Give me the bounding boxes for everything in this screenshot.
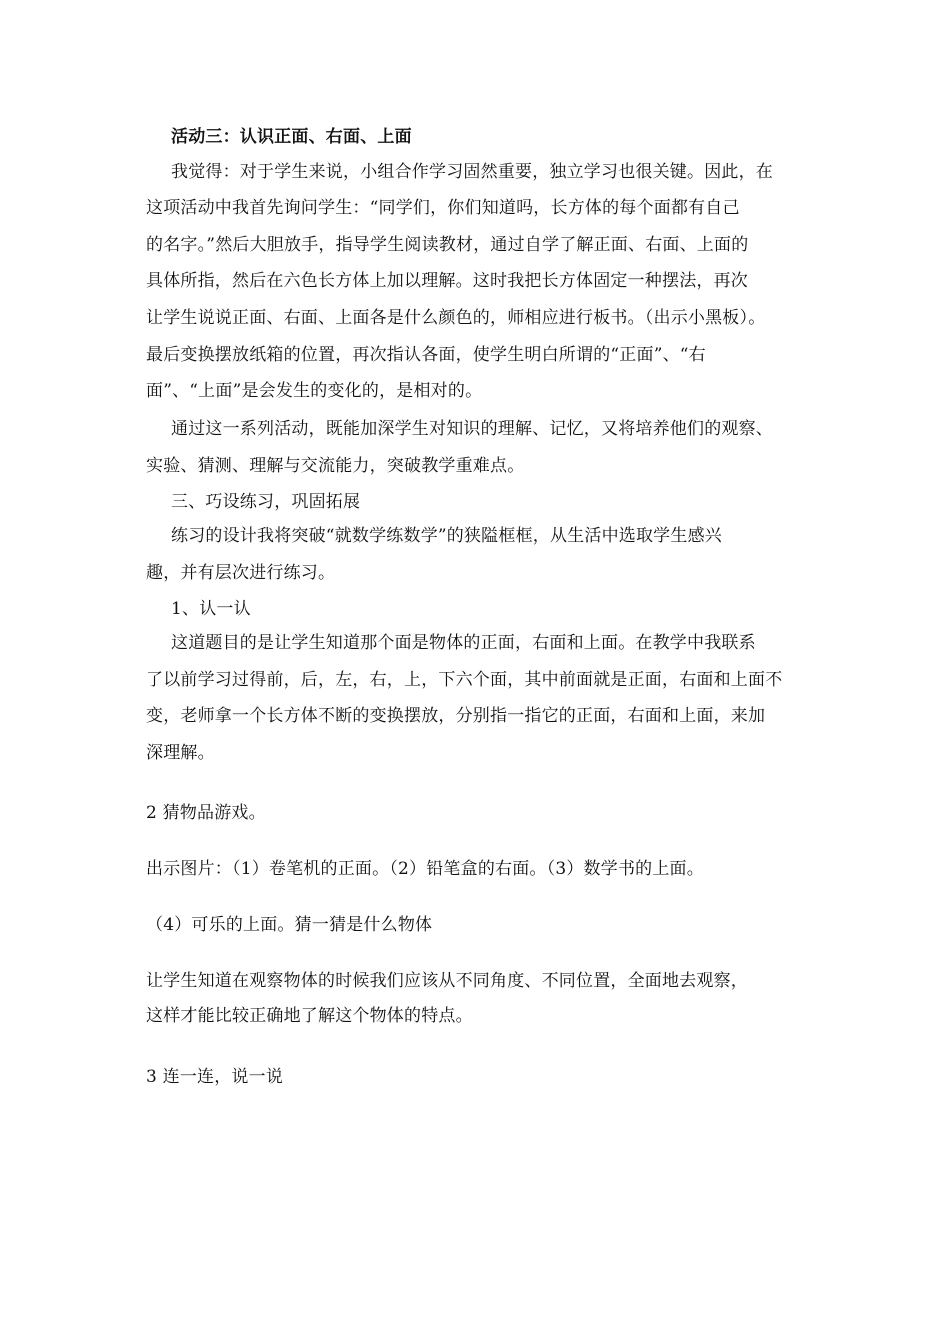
paragraph-line: 实验、猜测、理解与交流能力，突破教学重难点。 bbox=[146, 456, 525, 476]
paragraph-line: 我觉得：对于学生来说，小组合作学习固然重要，独立学习也很关键。因此，在 bbox=[171, 162, 773, 182]
paragraph-line: 深理解。 bbox=[146, 743, 215, 763]
item-title: 2 猜物品游戏。 bbox=[146, 803, 266, 823]
paragraph-line: 练习的设计我将突破“就数学练数学”的狭隘框框，从生活中选取学生感兴 bbox=[171, 526, 722, 546]
paragraph-line: 变，老师拿一个长方体不断的变换摆放，分别指一指它的正面，右面和上面，来加 bbox=[146, 706, 766, 726]
paragraph-line: 面”、“上面”是会发生的变化的，是相对的。 bbox=[146, 381, 483, 401]
paragraph-line: 这项活动中我首先询问学生：“同学们，你们知道吗，长方体的每个面都有自己 bbox=[146, 198, 740, 218]
paragraph-line: 让学生知道在观察物体的时候我们应该从不同角度、不同位置，全面地去观察， bbox=[146, 971, 748, 991]
paragraph-line: 具体所指，然后在六色长方体上加以理解。这时我把长方体固定一种摆法，再次 bbox=[146, 271, 748, 291]
item-title: 1、认一认 bbox=[171, 599, 251, 619]
paragraph-line: 这样才能比较正确地了解这个物体的特点。 bbox=[146, 1006, 473, 1026]
paragraph-line: 了以前学习过得前，后，左，右，上，下六个面，其中前面就是正面，右面和上面不 bbox=[146, 670, 783, 690]
activity-heading: 活动三：认识正面、右面、上面 bbox=[171, 127, 412, 147]
item-title: 3 连一连，说一说 bbox=[146, 1067, 284, 1087]
paragraph-line: 出示图片：（1）卷笔机的正面。（2）铅笔盒的右面。（3）数学书的上面。 bbox=[146, 859, 704, 879]
paragraph-line: 趣，并有层次进行练习。 bbox=[146, 563, 336, 583]
section-title: 三、巧设练习，巩固拓展 bbox=[171, 492, 361, 512]
paragraph-line: 这道题目的是让学生知道那个面是物体的正面，右面和上面。在教学中我联系 bbox=[171, 633, 756, 653]
paragraph-line: 的名字。”然后大胆放手，指导学生阅读教材，通过自学了解正面、右面、上面的 bbox=[146, 235, 749, 255]
paragraph-line: 通过这一系列活动，既能加深学生对知识的理解、记忆，又将培养他们的观察、 bbox=[171, 419, 773, 439]
paragraph-line: 最后变换摆放纸箱的位置，再次指认各面，使学生明白所谓的“正面”、“右 bbox=[146, 345, 706, 365]
paragraph-line: （4）可乐的上面。猜一猜是什么物体 bbox=[146, 915, 433, 935]
paragraph-line: 让学生说说正面、右面、上面各是什么颜色的，师相应进行板书。（出示小黑板）。 bbox=[146, 308, 766, 328]
